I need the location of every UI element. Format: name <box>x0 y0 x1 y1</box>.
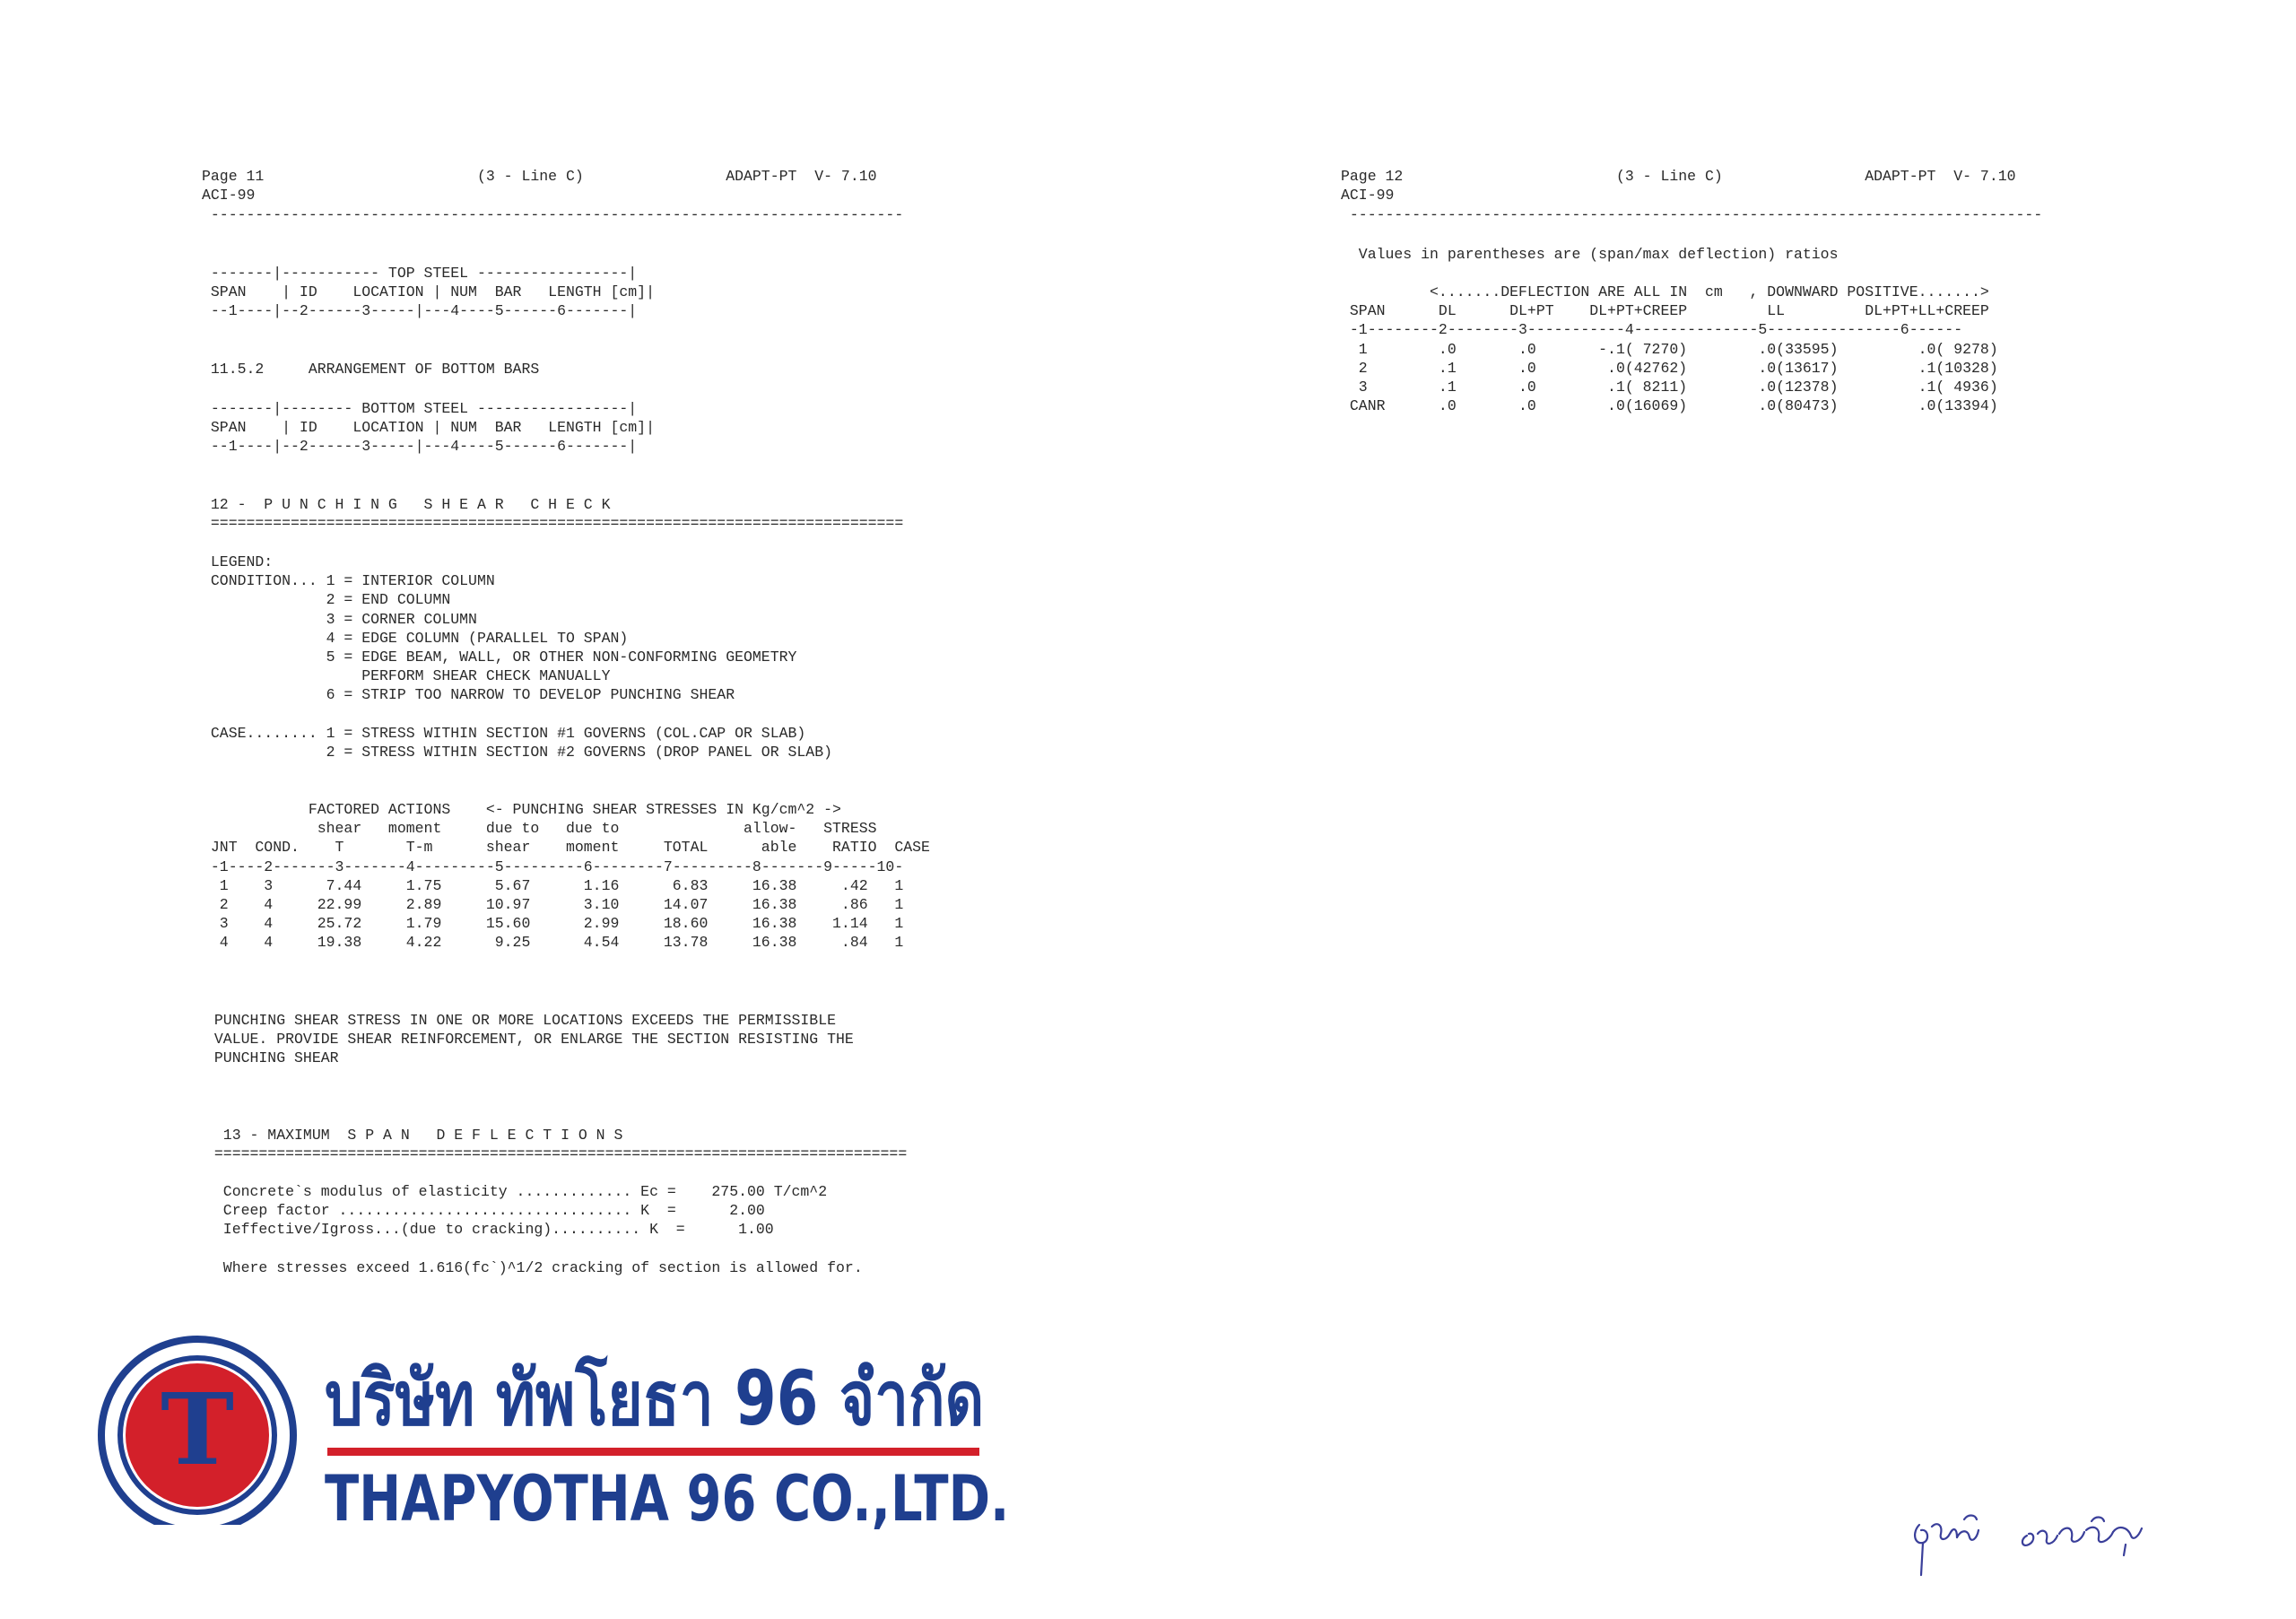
legend: LEGEND: CONDITION... 1 = INTERIOR COLUMN 2 = END COLUMN 3 = CORNER COLUMN 4 = EDGE COLUMN (PARALLEL TO SPAN) 5 = EDGE BEAM, WALL, OR OTHER NON-CONFORMING GEOMETRY PERFORM SHEAR CHECK MANUALLY 6 = STRIP TOO NARROW TO DEVELOP PUNCHING SHEAR CASE........ 1 = STRESS WITHIN SECTION #1 GOVERNS (COL.CAP OR SLAB) 2 = STRESS WITHIN SECTION #2 GOVERNS (DROP PANEL OR SLAB) <box>210 553 833 762</box>
company-name-english: THAPYOTHA 96 CO.,LTD. <box>325 1462 1010 1536</box>
handwritten-signature <box>1901 1489 2170 1597</box>
header-rule: ------------------------------------------------------------------------------ <box>202 206 904 223</box>
elasticity-parameters: Concrete`s modulus of elasticity ............. Ec = 275.00 T/cm^2 Creep factor ................................. K = 2.00 Ieffective/Igross...(due to cracking).......... K = 1.00 Where stresses exceed 1.616(fc`)^1/2 cracking of section is allowed for. <box>222 1183 863 1276</box>
deflection-note: Values in parentheses are (span/max deflection) ratios <box>1341 246 1839 263</box>
bottom-bars-section-title: 11.5.2 ARRANGEMENT OF BOTTOM BARS <box>202 361 540 378</box>
page-header: Page 12 (3 - Line C) ADAPT-PT V- 7.10 ACI-99 <box>1341 168 2016 205</box>
punching-shear-table: FACTORED ACTIONS <- PUNCHING SHEAR STRESSES IN Kg/cm^2 -> shear moment due to due to allow- STRESS JNT COND. T T-m shear moment TOTAL able RATIO CASE -1----2-------3-------4---------5---------6--------7---------8-------9-----10- 1 3 7.44 1.75 5.67 1.16 6.83 16.38 .42 1 2 4 22.99 2.89 10.97 3.10 14.07 16.38 .86 1 3 4 25.72 1.79 15.60 2.99 18.60 16.38 1.14 1 4 4 19.38 4.22 9.25 4.54 13.78 16.38 .84 1 <box>210 801 930 952</box>
page-header: Page 11 (3 - Line C) ADAPT-PT V- 7.10 ACI-99 <box>202 168 877 205</box>
report-page-12 <box>1148 0 2296 1619</box>
logo-divider <box>327 1448 979 1456</box>
deflection-section-title: 13 - MAXIMUM S P A N D E F L E C T I O N S ============================================================================== <box>213 1127 908 1163</box>
top-steel-table: -------|----------- TOP STEEL -----------------| SPAN | ID LOCATION | NUM BAR LENGTH [cm]| --1----|--2------3-----|---4----5------6-------| <box>210 265 655 320</box>
company-logo <box>90 1310 1013 1561</box>
punching-shear-section-title: 12 - P U N C H I N G S H E A R C H E C K ============================================================================== <box>210 496 904 533</box>
bottom-steel-table: -------|-------- BOTTOM STEEL -----------------| SPAN | ID LOCATION | NUM BAR LENGTH [cm]| --1----|--2------3-----|---4----5------6-------| <box>210 400 655 456</box>
deflection-table: <.......DEFLECTION ARE ALL IN cm , DOWNWARD POSITIVE.......> SPAN DL DL+PT DL+PT+CREEP LL DL+PT+LL+CREEP -1--------2--------3-----------4--------------5---------------6------ 1 .0 .0 -.1( 7270) .0(33595) .0( 9278) 2 .1 .0 .0(42762) .0(13617) .1(10328) 3 .1 .0 .1( 8211) .0(12378) .1( 4936) CANR .0 .0 .0(16069) .0(80473) .0(13394) <box>1349 283 1998 415</box>
emblem-letter: T <box>161 1371 234 1487</box>
t-emblem-icon <box>90 1310 305 1525</box>
punching-shear-warning: PUNCHING SHEAR STRESS IN ONE OR MORE LOCATIONS EXCEEDS THE PERMISSIBLE VALUE. PROVIDE SHEAR REINFORCEMENT, OR ENLARGE THE SECTION RESISTING THE PUNCHING SHEAR <box>213 1012 854 1067</box>
company-name-thai: บริษัท ทัพโยธา 96 จำกัด <box>325 1354 985 1442</box>
header-rule: ------------------------------------------------------------------------------ <box>1341 206 2043 223</box>
